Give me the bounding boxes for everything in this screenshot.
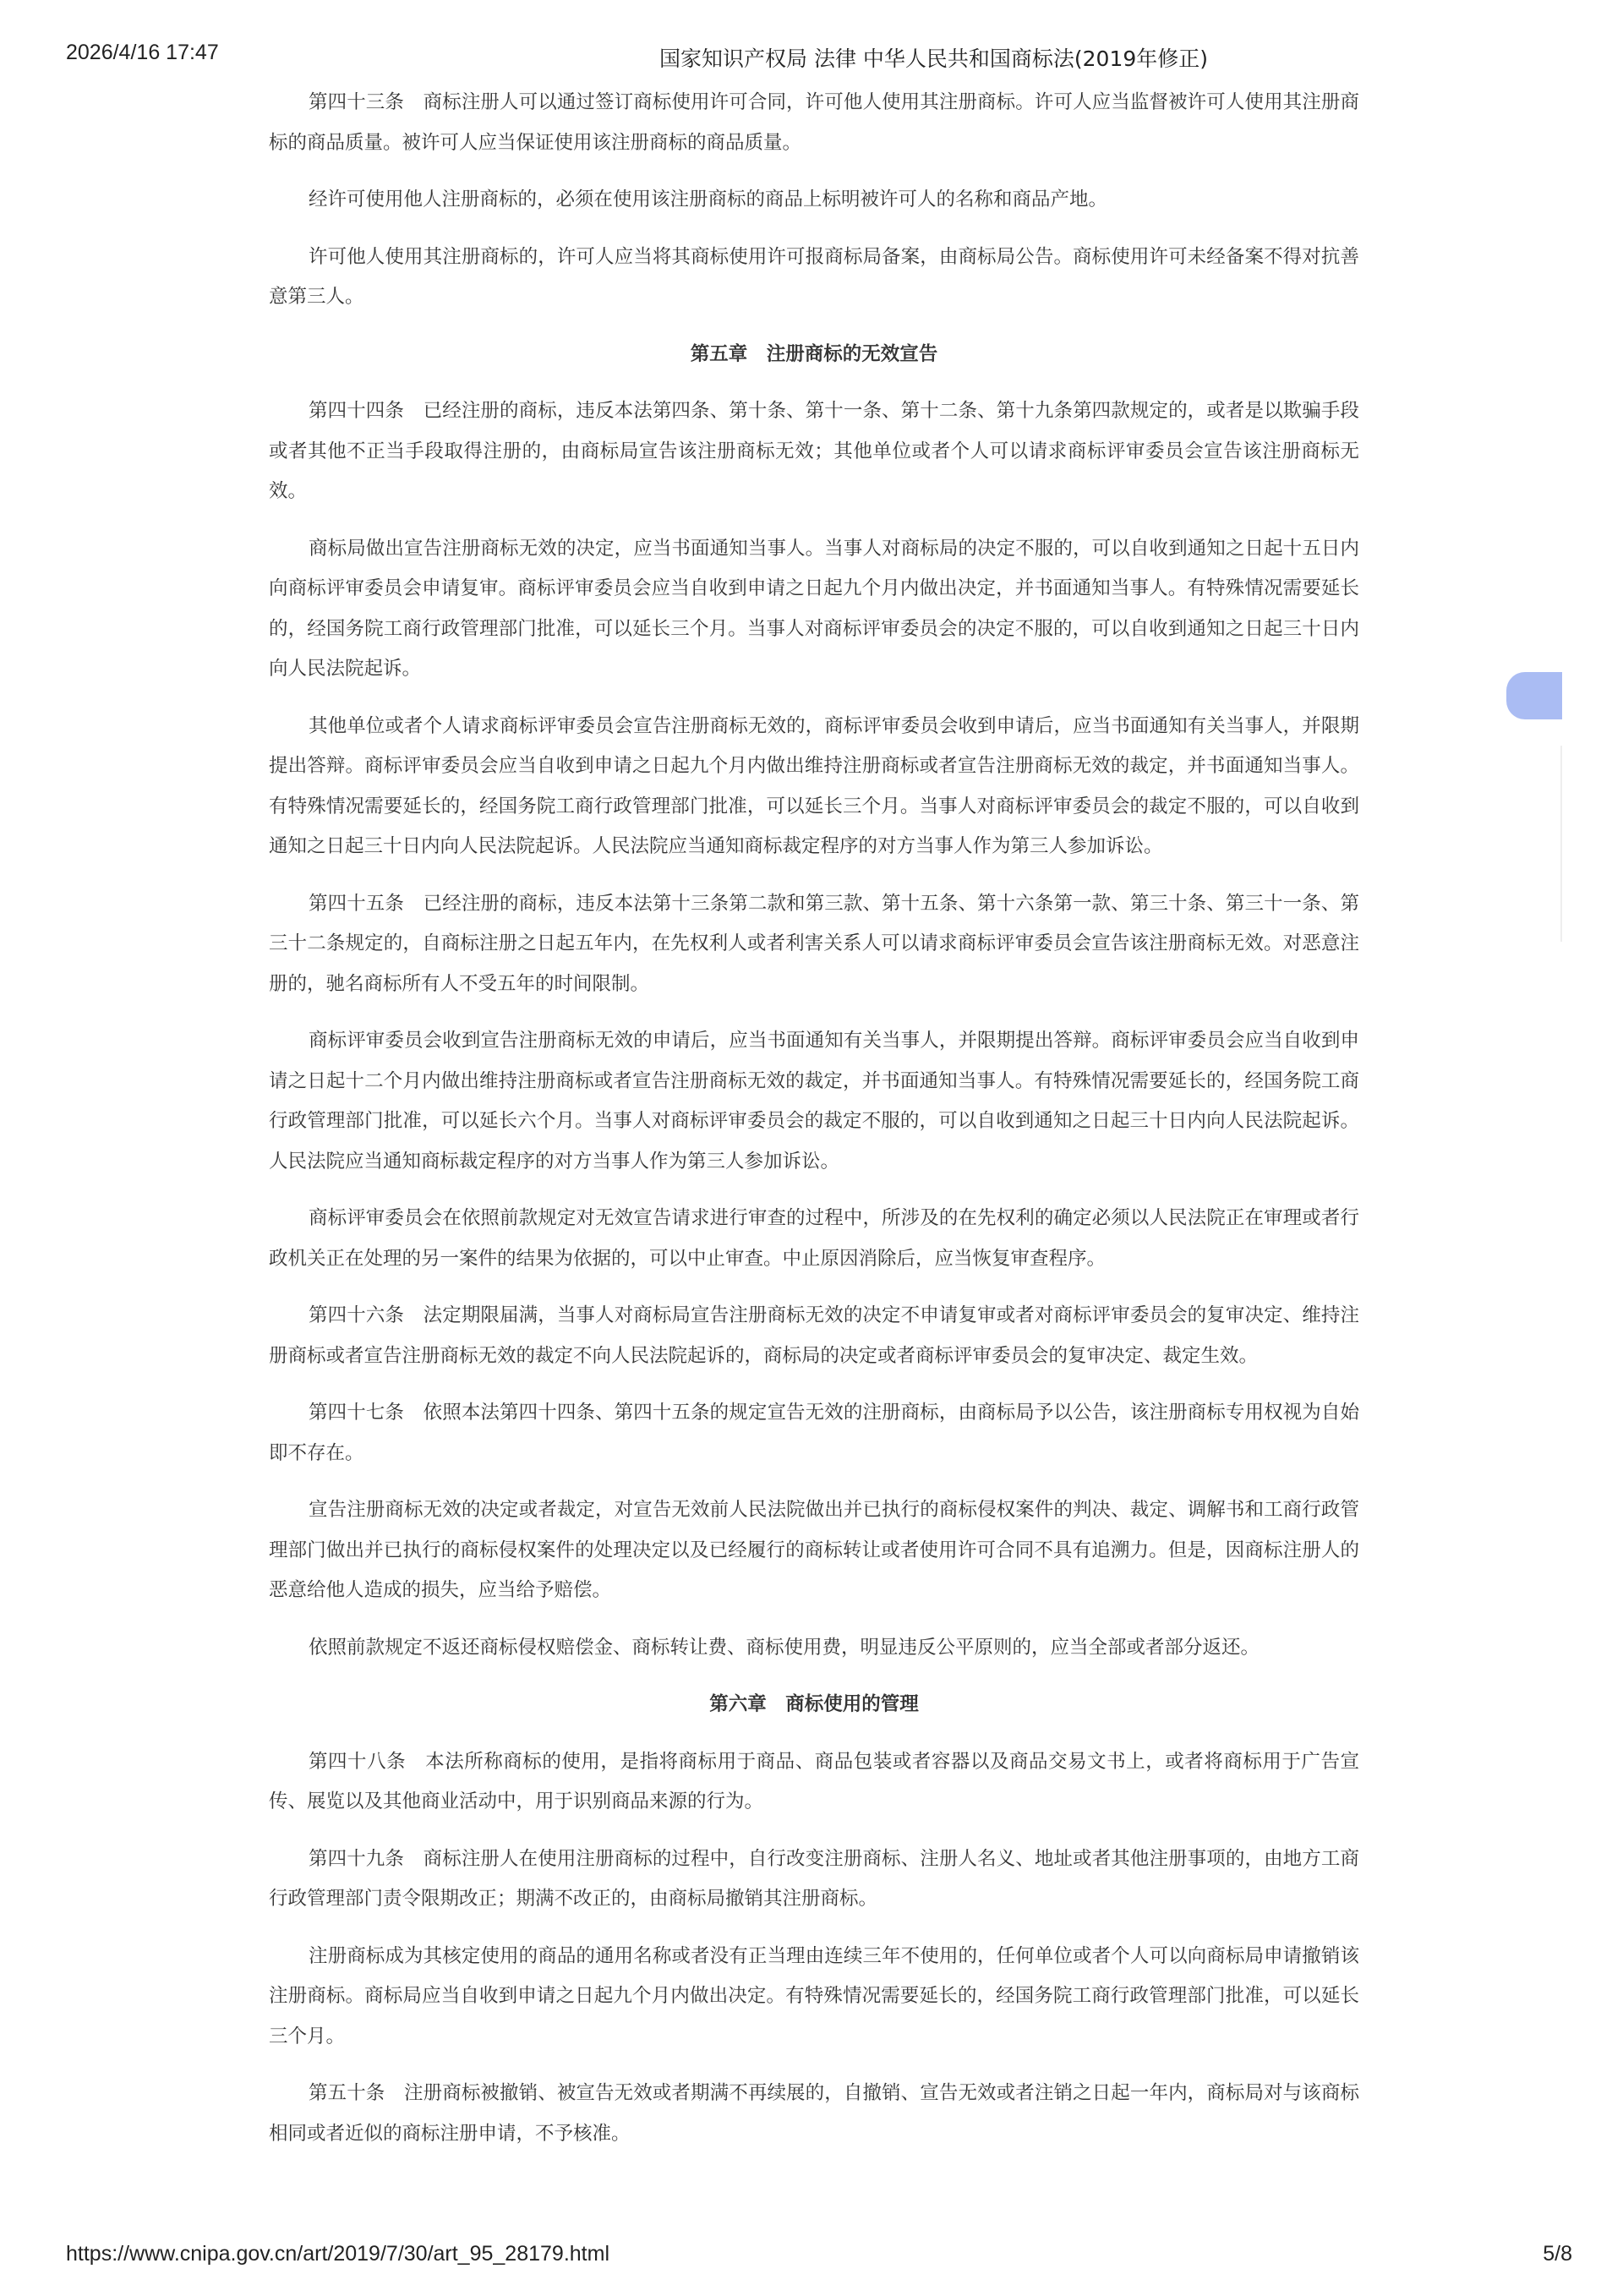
paragraph-article-43: 第四十三条 商标注册人可以通过签订商标使用许可合同，许可他人使用其注册商标。许可人应当监督被许可人使用其注册商标的商品质量。被许可人应当保证使用该注册商标的商品质量。 <box>269 91 1359 154</box>
paragraph: 许可他人使用其注册商标的，许可人应当将其商标使用许可报商标局备案，由商标局公告。商标使用许可未经备案不得对抗善意第三人。 <box>269 245 1359 308</box>
paragraph: 商标评审委员会在依照前款规定对无效宣告请求进行审查的过程中，所涉及的在先权利的确定必须以人民法院正在审理或者行政机关正在处理的另一案件的结果为依据的，可以中止审查。中止原因消除后，应当恢复审查程序。 <box>269 1207 1359 1270</box>
paragraph: 注册商标成为其核定使用的商品的通用名称或者没有正当理由连续三年不使用的，任何单位或者个人可以向商标局申请撤销该注册商标。商标局应当自收到申请之日起九个月内做出决定。有特殊情况需要延长的，经国务院工商行政管理部门批准，可以延长三个月。 <box>269 1944 1359 2047</box>
paragraph: 依照前款规定不返还商标侵权赔偿金、商标转让费、商标使用费，明显违反公平原则的，应当全部或者部分返还。 <box>309 1636 1260 1659</box>
floating-side-button[interactable] <box>1506 672 1562 719</box>
paragraph-article-45: 第四十五条 已经注册的商标，违反本法第十三条第二款和第三款、第十五条、第十六条第一款、第三十条、第三十一条、第三十二条规定的，自商标注册之日起五年内，在先权利人或者利害关系人可以请求商标评审委员会宣告该注册商标无效。对恶意注册的，驰名商标所有人不受五年的时间限制。 <box>269 892 1359 995</box>
paragraph-article-44: 第四十四条 已经注册的商标，违反本法第四条、第十条、第十一条、第十二条、第十九条第四款规定的，或者是以欺骗手段或者其他不正当手段取得注册的，由商标局宣告该注册商标无效；其他单位或者个人可以请求商标评审委员会宣告该注册商标无效。 <box>269 400 1359 502</box>
paragraph-article-48: 第四十八条 本法所称商标的使用，是指将商标用于商品、商品包装或者容器以及商品交易文书上，或者将商标用于广告宣传、展览以及其他商业活动中，用于识别商品来源的行为。 <box>269 1750 1359 1812</box>
chapter-heading-6: 第六章 商标使用的管理 <box>709 1693 919 1715</box>
paragraph: 其他单位或者个人请求商标评审委员会宣告注册商标无效的，商标评审委员会收到申请后，应当书面通知有关当事人，并限期提出答辩。商标评审委员会应当自收到申请之日起九个月内做出维持注册商标或者宣告注册商标无效的裁定，并书面通知当事人。有特殊情况需要延长的，经国务院工商行政管理部门批准，可以延长三个月。当事人对商标评审委员会的裁定不服的，可以自收到通知之日起三十日内向人民法院起诉。人民法院应当通知商标裁定程序的对方当事人作为第三人参加诉讼。 <box>269 714 1359 857</box>
paragraph-article-46: 第四十六条 法定期限届满，当事人对商标局宣告注册商标无效的决定不申请复审或者对商标评审委员会的复审决定、维持注册商标或者宣告注册商标无效的裁定不向人民法院起诉的，商标局的决定或者商标评审委员会的复审决定、裁定生效。 <box>269 1304 1359 1367</box>
paragraph: 商标局做出宣告注册商标无效的决定，应当书面通知当事人。当事人对商标局的决定不服的，可以自收到通知之日起十五日内向商标评审委员会申请复审。商标评审委员会应当自收到申请之日起九个月内做出决定，并书面通知当事人。有特殊情况需要延长的，经国务院工商行政管理部门批准，可以延长三个月。当事人对商标评审委员会的决定不服的，可以自收到通知之日起三十日内向人民法院起诉。 <box>269 537 1359 680</box>
print-page-number: 5/8 <box>1543 2242 1572 2266</box>
side-divider <box>1560 746 1562 942</box>
paragraph: 经许可使用他人注册商标的，必须在使用该注册商标的商品上标明被许可人的名称和商品产地。 <box>309 189 1108 210</box>
article-body <box>269 83 1359 2171</box>
print-url: https://www.cnipa.gov.cn/art/2019/7/30/art_95_28179.html <box>66 2242 609 2266</box>
print-datetime: 2026/4/16 17:47 <box>66 41 219 64</box>
paragraph: 宣告注册商标无效的决定或者裁定，对宣告无效前人民法院做出并已执行的商标侵权案件的判决、裁定、调解书和工商行政管理部门做出并已执行的商标侵权案件的处理决定以及已经履行的商标转让或者使用许可合同不具有追溯力。但是，因商标注册人的恶意给他人造成的损失，应当给予赔偿。 <box>269 1499 1359 1601</box>
print-page-title: 国家知识产权局 法律 中华人民共和国商标法(2019年修正) <box>659 46 1209 71</box>
paragraph: 商标评审委员会收到宣告注册商标无效的申请后，应当书面通知有关当事人，并限期提出答辩。商标评审委员会应当自收到申请之日起十二个月内做出维持注册商标或者宣告注册商标无效的裁定，并书面通知当事人。有特殊情况需要延长的，经国务院工商行政管理部门批准，可以延长六个月。当事人对商标评审委员会的裁定不服的，可以自收到通知之日起三十日内向人民法院起诉。人民法院应当通知商标裁定程序的对方当事人作为第三人参加诉讼。 <box>269 1030 1359 1173</box>
paragraph-article-47: 第四十七条 依照本法第四十四条、第四十五条的规定宣告无效的注册商标，由商标局予以公告，该注册商标专用权视为自始即不存在。 <box>269 1402 1359 1464</box>
paragraph-article-50: 第五十条 注册商标被撤销、被宣告无效或者期满不再续展的，自撤销、宣告无效或者注销之日起一年内，商标局对与该商标相同或者近似的商标注册申请，不予核准。 <box>269 2082 1359 2145</box>
chapter-heading-5: 第五章 注册商标的无效宣告 <box>690 342 938 365</box>
paragraph-article-49: 第四十九条 商标注册人在使用注册商标的过程中，自行改变注册商标、注册人名义、地址或者其他注册事项的，由地方工商行政管理部门责令限期改正；期满不改正的，由商标局撤销其注册商标。 <box>269 1847 1359 1910</box>
